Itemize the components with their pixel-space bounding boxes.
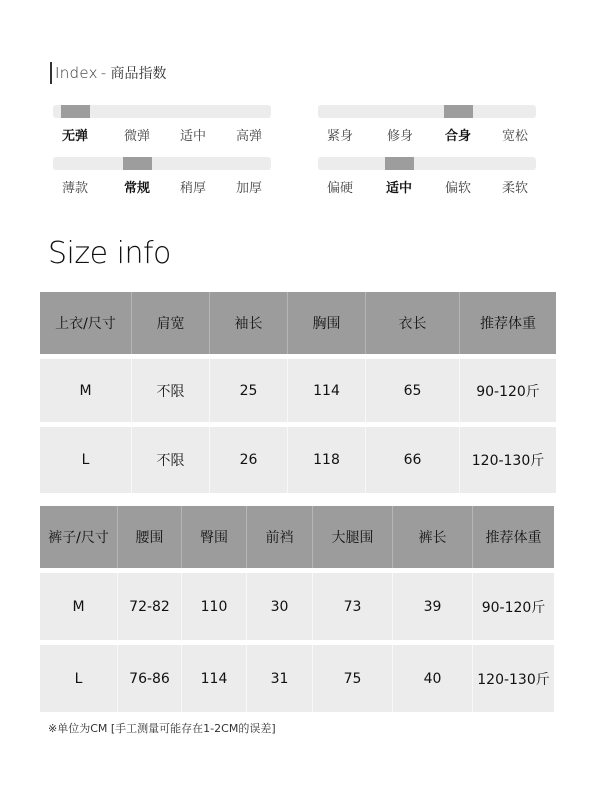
table-cell: 120-130斤 — [473, 645, 554, 712]
table-header-cell: 上衣/尺寸 — [40, 292, 132, 354]
slider-label: 紧身 — [326, 129, 353, 144]
table-header-cell: 推荐体重 — [460, 292, 556, 354]
table-cell: 66 — [366, 427, 460, 493]
slider-label: 适中 — [179, 129, 206, 144]
table-header-row — [40, 292, 556, 354]
slider-label: 无弹 — [61, 129, 88, 144]
table-header-cell: 肩宽 — [132, 292, 210, 354]
table-cell: L — [40, 645, 118, 712]
slider-label: 合身 — [444, 129, 471, 144]
table-cell: 90-120斤 — [460, 359, 556, 422]
table-header-cell: 胸围 — [288, 292, 366, 354]
slider-indicator — [61, 105, 90, 118]
table-cell: M — [40, 359, 132, 422]
slider-label: 微弹 — [123, 129, 150, 144]
table-cell: 31 — [247, 645, 313, 712]
table-header-cell: 裤子/尺寸 — [40, 506, 118, 568]
table-cell: 110 — [182, 573, 247, 640]
table-cell: 25 — [210, 359, 288, 422]
table-cell: 26 — [210, 427, 288, 493]
table-header-cell: 裤长 — [393, 506, 473, 568]
footnote: ※单位为CM [手工测量可能存在1-2CM的误差] — [48, 722, 276, 735]
table-header-cell: 推荐体重 — [473, 506, 554, 568]
slider-indicator — [385, 157, 414, 170]
table-cell: M — [40, 573, 118, 640]
table-cell: 39 — [393, 573, 473, 640]
table-row — [40, 573, 554, 640]
table-cell: 40 — [393, 645, 473, 712]
table-cell: 120-130斤 — [460, 427, 556, 493]
table-cell: 118 — [288, 427, 366, 493]
slider-label: 修身 — [386, 129, 413, 144]
table-cell: 114 — [288, 359, 366, 422]
table-header-cell: 臀围 — [182, 506, 247, 568]
slider-label: 宽松 — [501, 129, 528, 144]
table-header-cell: 袖长 — [210, 292, 288, 354]
table-cell: 不限 — [132, 359, 210, 422]
index-title-en: Index — [55, 64, 98, 82]
table-row — [40, 645, 554, 712]
table-cell: 73 — [313, 573, 393, 640]
slider-indicator — [123, 157, 152, 170]
table-header-cell: 衣长 — [366, 292, 460, 354]
slider-track — [53, 157, 271, 170]
table-row — [40, 359, 556, 422]
slider-track — [318, 105, 536, 118]
table-cell: 72-82 — [118, 573, 182, 640]
index-title-bar — [50, 62, 52, 84]
slider-label: 加厚 — [235, 181, 262, 196]
top-size-table — [40, 292, 556, 493]
slider-track — [53, 105, 271, 118]
slider-label: 高弹 — [235, 129, 262, 144]
index-title-cn: 商品指数 — [110, 66, 167, 82]
table-cell: 65 — [366, 359, 460, 422]
index-title-sep: - — [100, 64, 107, 82]
slider-label: 稍厚 — [179, 181, 206, 196]
table-header-cell: 前裆 — [247, 506, 313, 568]
slider-label: 常规 — [123, 181, 150, 196]
index-title — [50, 60, 167, 86]
table-cell: 114 — [182, 645, 247, 712]
table-row — [40, 427, 556, 493]
table-cell: L — [40, 427, 132, 493]
slider-track — [318, 157, 536, 170]
slider-label: 适中 — [385, 181, 412, 196]
table-cell: 90-120斤 — [473, 573, 554, 640]
slider-label: 偏硬 — [326, 181, 353, 196]
table-header-cell: 腰围 — [118, 506, 182, 568]
table-header-cell: 大腿围 — [313, 506, 393, 568]
slider-indicator — [444, 105, 473, 118]
table-cell: 76-86 — [118, 645, 182, 712]
table-header-row — [40, 506, 554, 568]
table-cell: 不限 — [132, 427, 210, 493]
slider-label: 偏软 — [444, 181, 471, 196]
slider-label: 薄款 — [61, 181, 88, 196]
size-info-title: Size info — [48, 236, 171, 271]
table-cell: 75 — [313, 645, 393, 712]
pants-size-table — [40, 506, 554, 712]
slider-label: 柔软 — [501, 181, 528, 196]
table-cell: 30 — [247, 573, 313, 640]
